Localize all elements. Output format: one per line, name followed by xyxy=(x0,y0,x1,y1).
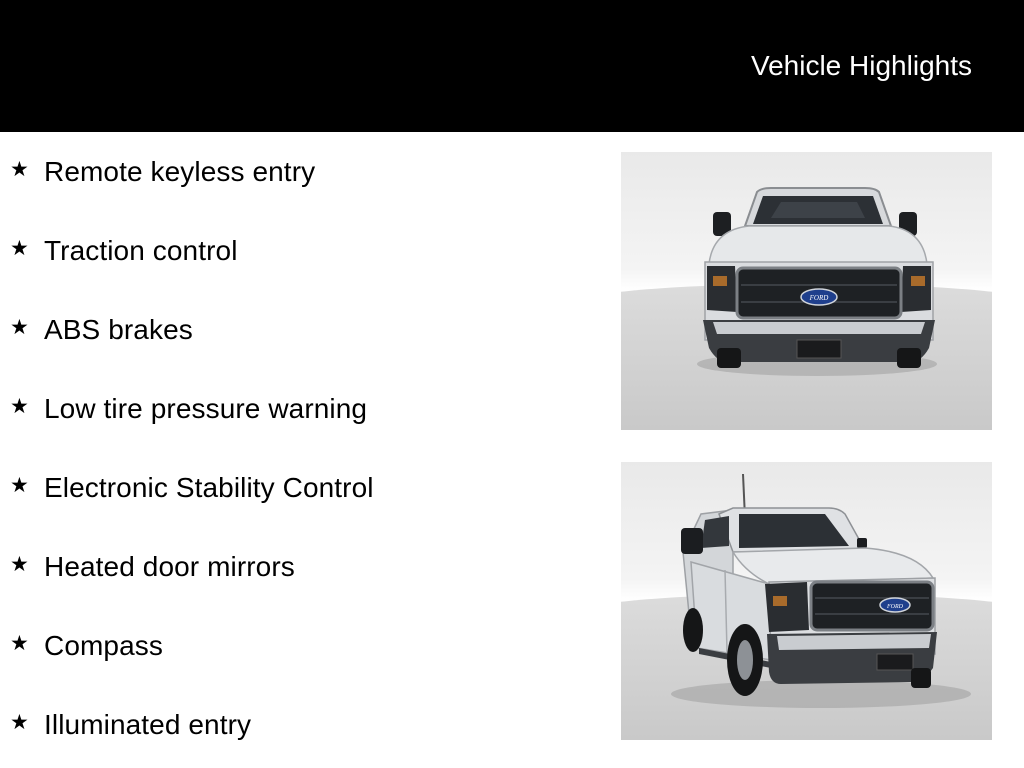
feature-label: Low tire pressure warning xyxy=(44,393,368,424)
list-item xyxy=(10,310,193,350)
list-item xyxy=(10,231,238,271)
list-item xyxy=(10,547,295,587)
list-item xyxy=(10,626,163,666)
truck-front-icon xyxy=(621,152,992,430)
feature-label: Illuminated entry xyxy=(44,709,252,740)
star-icon: ★ xyxy=(10,236,29,260)
ford-badge: FORD xyxy=(887,604,903,610)
star-icon: ★ xyxy=(10,473,29,497)
list-item xyxy=(10,389,367,429)
star-icon: ★ xyxy=(10,552,29,576)
star-icon: ★ xyxy=(10,710,29,734)
header-bar xyxy=(0,0,1024,132)
truck-angle-photo xyxy=(621,462,992,740)
feature-label: Heated door mirrors xyxy=(44,551,295,582)
list-item xyxy=(10,152,315,192)
star-icon: ★ xyxy=(10,394,29,418)
star-icon: ★ xyxy=(10,315,29,339)
ford-badge: FORD xyxy=(809,294,829,302)
truck-front-photo xyxy=(621,152,992,430)
feature-label: Remote keyless entry xyxy=(44,156,316,187)
page-title: Vehicle Highlights xyxy=(750,50,972,81)
feature-label: Electronic Stability Control xyxy=(44,472,374,503)
star-icon: ★ xyxy=(10,157,29,181)
list-item xyxy=(10,705,251,745)
feature-label: ABS brakes xyxy=(44,314,193,345)
star-icon: ★ xyxy=(10,631,29,655)
list-item xyxy=(10,468,374,508)
feature-label: Compass xyxy=(44,630,163,661)
truck-angle-icon xyxy=(621,462,992,740)
feature-label: Traction control xyxy=(44,235,238,266)
